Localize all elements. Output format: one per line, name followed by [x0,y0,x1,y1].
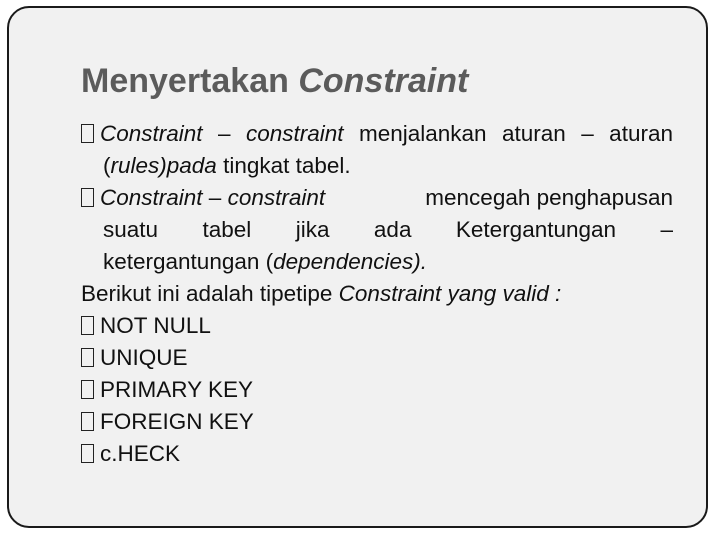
text-constraint-valid: Constraint yang valid : [338,281,562,306]
text-dash: – [202,121,246,146]
title-plain: Menyertakan [81,62,289,100]
bullet2-line1 [81,182,673,214]
list-item-primary-key [81,374,673,406]
text-run: menjalankan aturan – aturan ( [103,121,673,178]
list-item-not-null [81,310,673,342]
word: Ketergantungan [455,217,617,242]
bullet-box-icon [81,316,94,335]
bullet-box-icon [81,188,94,207]
item-label: NOT NULL [100,313,211,338]
word: – [660,217,673,242]
bullet-box-icon [81,444,94,463]
item-label: c.HECK [100,441,181,466]
text-rules: rules)pada [110,153,217,178]
slide-body [81,118,673,470]
bullet2-line2 [81,214,673,246]
item-label: PRIMARY KEY [100,377,253,402]
text-run: ketergantungan ( [103,249,274,274]
bullet-box-icon [81,380,94,399]
bullet-paragraph-2 [81,182,673,278]
bullet-box-icon [81,348,94,367]
bullet-paragraph-1 [81,118,673,182]
slide-title [81,63,468,100]
text-run: tingkat tabel. [216,153,351,178]
word: ada [373,217,412,242]
word: suatu [103,217,159,242]
text-run: mencegah penghapusan [425,185,673,210]
text-dash: – [202,185,228,210]
bullet-box-icon [81,124,94,143]
list-item-check [81,438,673,470]
word: jika [295,217,330,242]
text-constraint-lower: constraint [245,121,344,146]
intro-line [81,278,673,310]
bullet-box-icon [81,412,94,431]
item-label: FOREIGN KEY [100,409,254,434]
text-constraint: Constraint [100,121,203,146]
list-item-foreign-key [81,406,673,438]
title-italic: Constraint [298,62,469,100]
text-constraint: Constraint [100,185,203,210]
text-constraint-lower: constraint [227,185,326,210]
item-label: UNIQUE [100,345,188,370]
word: tabel [202,217,252,242]
slide-frame [7,6,708,528]
list-item-unique [81,342,673,374]
text-run: Berikut ini adalah tipetipe [81,281,339,306]
bullet2-line3 [81,246,673,278]
text-dependencies: dependencies). [273,249,427,274]
